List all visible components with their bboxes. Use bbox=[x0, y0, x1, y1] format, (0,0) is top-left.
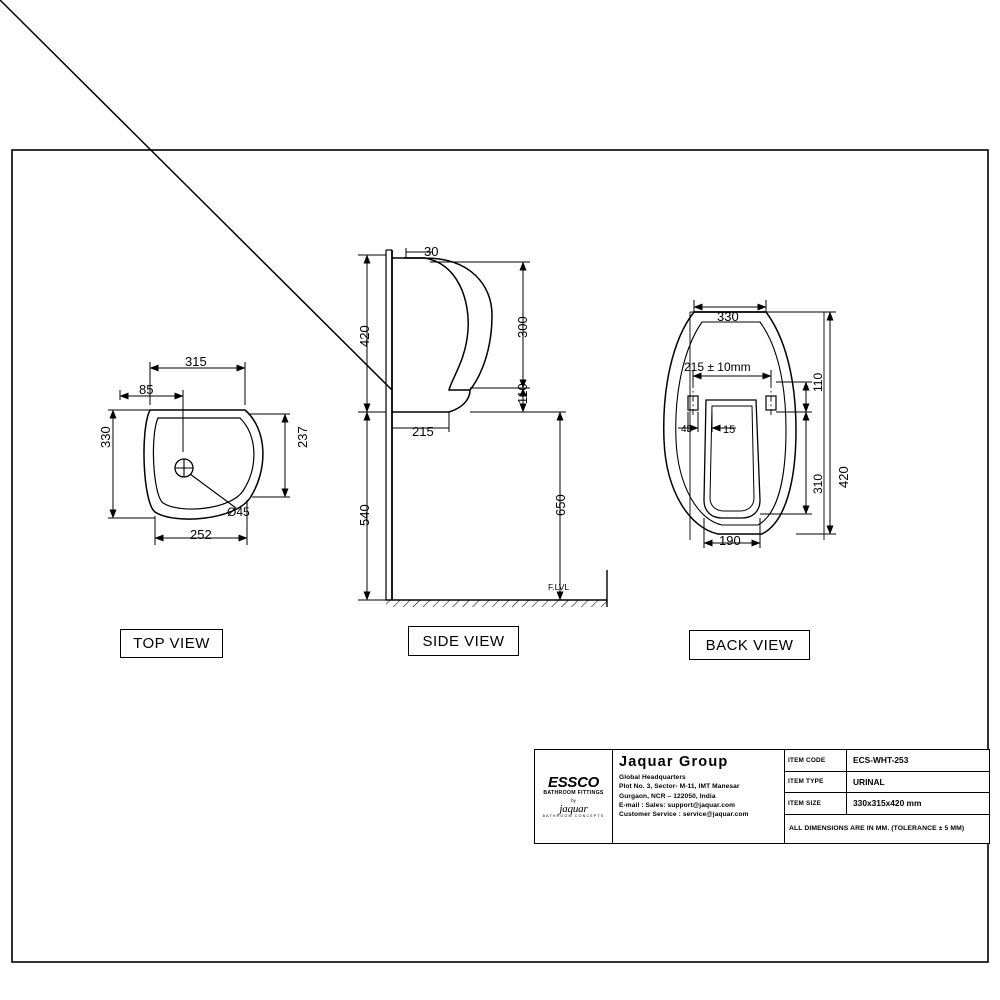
view-label-back bbox=[689, 630, 810, 660]
dim-side-420: 420 bbox=[357, 325, 372, 347]
dim-top-252: 252 bbox=[190, 527, 212, 542]
field-item-size-value: 330x315x420 mm bbox=[853, 798, 922, 809]
side-view-dimensions bbox=[358, 248, 566, 600]
top-view-geometry bbox=[144, 410, 263, 519]
jaquar-logo-subtext: BATHROOM CONCEPTS bbox=[542, 813, 605, 818]
address-line-2: Plot No. 3, Sector- M-11, IMT Manesar bbox=[619, 783, 740, 791]
jaquar-logo-text: jaquar bbox=[559, 802, 588, 815]
dim-side-215: 215 bbox=[412, 424, 434, 439]
logo-by-text: by bbox=[571, 798, 576, 804]
field-item-size bbox=[785, 793, 989, 815]
title-block-company bbox=[535, 750, 785, 843]
field-item-type bbox=[785, 772, 989, 794]
dim-back-330: 330 bbox=[717, 309, 739, 324]
view-label-top bbox=[120, 629, 223, 658]
essco-logo-text: ESSCO bbox=[547, 773, 599, 791]
back-view-geometry bbox=[664, 312, 796, 534]
dim-top-315: 315 bbox=[185, 354, 207, 369]
address-line-4: E-mail : Sales: support@jaquar.com bbox=[619, 802, 736, 810]
dim-back-fixing-centers: 215 ± 10mm bbox=[684, 360, 751, 374]
brand-logo bbox=[535, 750, 613, 843]
title-block bbox=[534, 749, 990, 844]
view-label-side-text: SIDE VIEW bbox=[422, 632, 505, 650]
dim-back-420: 420 bbox=[836, 466, 851, 488]
dim-top-330: 330 bbox=[98, 426, 113, 448]
side-view-geometry bbox=[0, 0, 607, 607]
view-label-top-text: TOP VIEW bbox=[133, 635, 210, 652]
field-item-code-value: ECS-WHT-253 bbox=[853, 755, 909, 766]
view-label-side bbox=[408, 626, 519, 656]
dim-side-650: 650 bbox=[553, 494, 568, 516]
field-item-code bbox=[785, 750, 989, 772]
dim-back-15: 15 bbox=[723, 424, 736, 436]
dim-side-30: 30 bbox=[424, 244, 439, 259]
dim-side-540: 540 bbox=[357, 504, 372, 526]
dim-side-300: 300 bbox=[515, 316, 530, 338]
dim-back-190: 190 bbox=[719, 533, 741, 548]
dim-back-310: 310 bbox=[811, 473, 825, 494]
dim-top-hole-dia: Ø45 bbox=[227, 505, 250, 519]
company-address bbox=[613, 750, 784, 843]
address-line-5: Customer Service : service@jaquar.com bbox=[619, 811, 749, 819]
field-item-code-key: ITEM CODE bbox=[785, 750, 847, 771]
title-block-fields bbox=[785, 750, 989, 843]
field-item-type-key: ITEM TYPE bbox=[785, 772, 847, 793]
essco-logo-subtext: BATHROOM FITTINGS bbox=[543, 789, 604, 796]
field-item-size-key: ITEM SIZE bbox=[785, 793, 847, 814]
label-floor-level: F.LVL bbox=[548, 582, 570, 592]
dim-top-85: 85 bbox=[139, 382, 154, 397]
field-item-type-value: URINAL bbox=[853, 776, 885, 787]
company-name: Jaquar Group bbox=[619, 754, 729, 770]
view-label-back-text: BACK VIEW bbox=[705, 636, 794, 654]
dim-side-110: 110 bbox=[515, 383, 530, 404]
address-line-1: Global Headquarters bbox=[619, 774, 686, 781]
tolerance-note: ALL DIMENSIONS ARE IN MM. (TOLERANCE ± 5 MM) bbox=[789, 825, 965, 833]
address-line-3: Gurgaon, NCR – 122050, India bbox=[619, 792, 716, 800]
dim-top-237: 237 bbox=[295, 426, 310, 448]
dim-back-110: 110 bbox=[811, 372, 825, 392]
dim-back-45: 45 bbox=[681, 424, 693, 435]
